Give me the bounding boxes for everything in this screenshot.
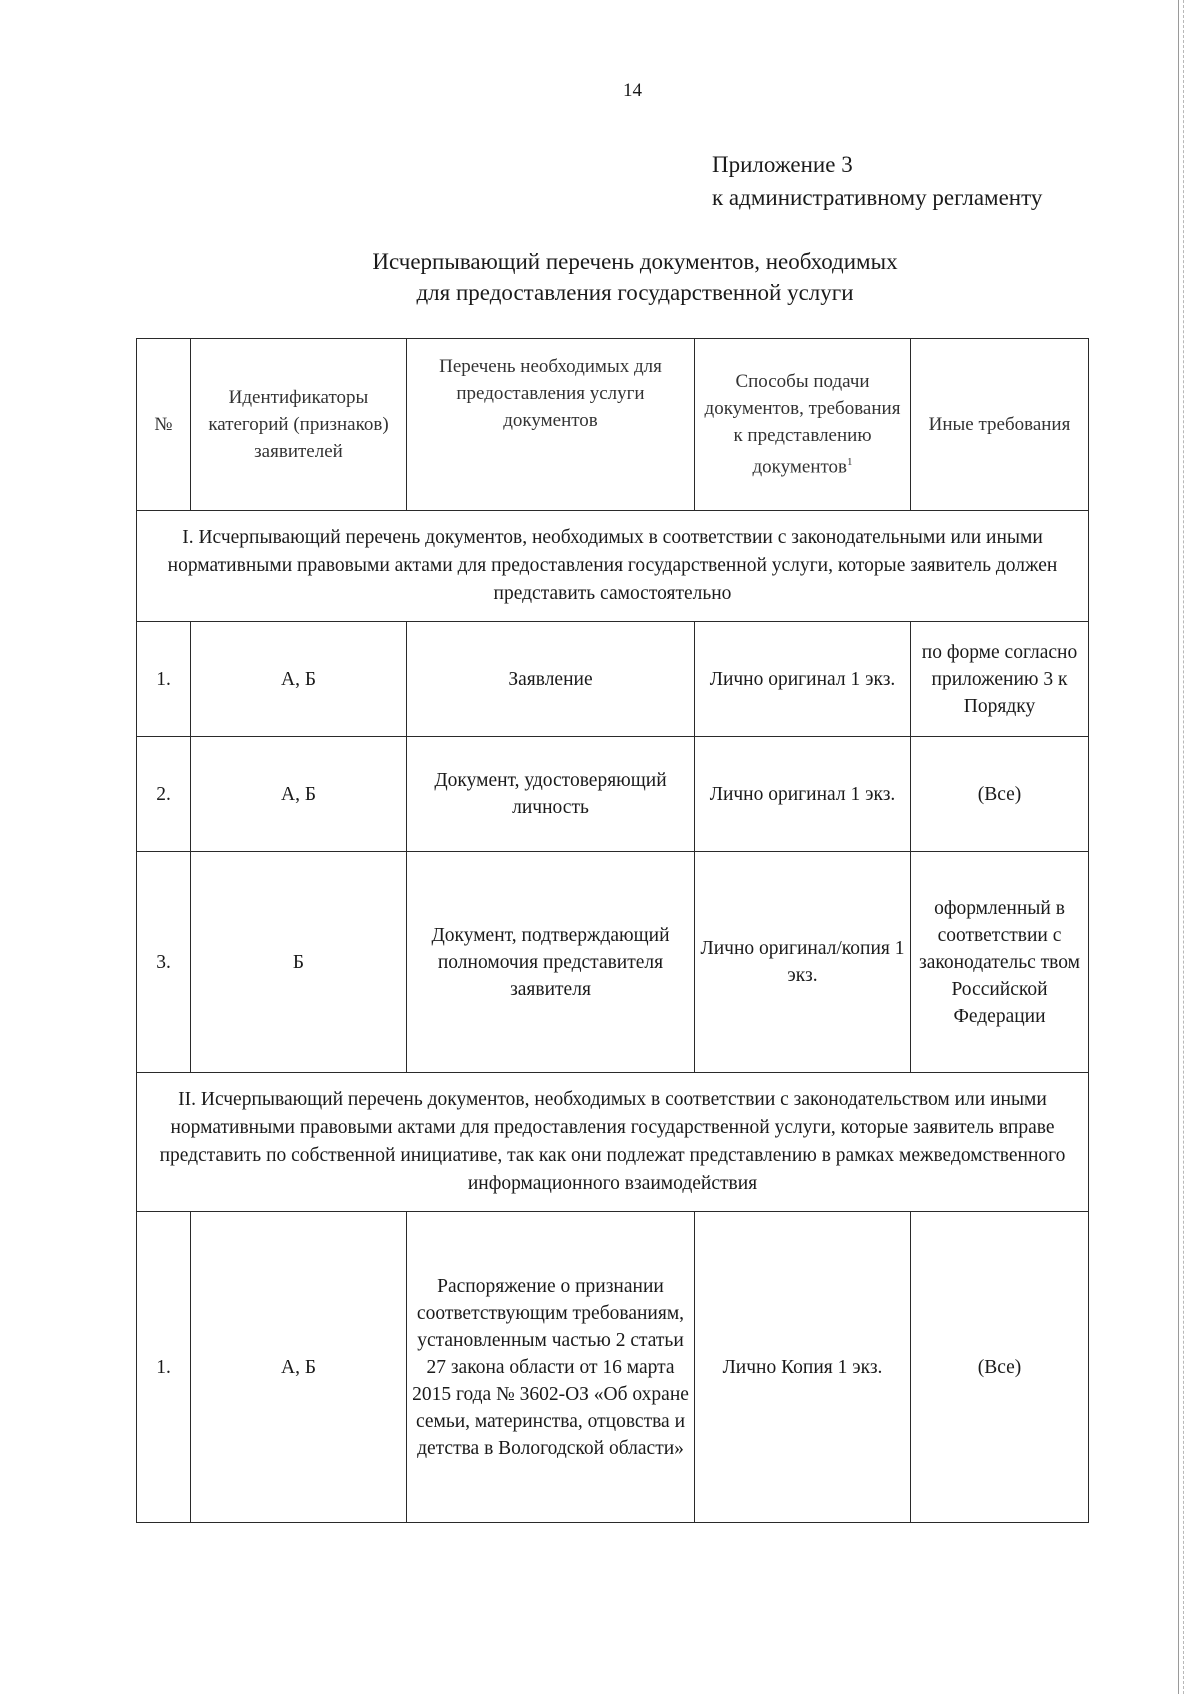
row-document: Заявление [407, 622, 695, 737]
row-document: Документ, удостоверяющий личность [407, 737, 695, 852]
table-row [137, 737, 1089, 852]
header-categories: Идентификаторы категорий (признаков) заявителей [191, 339, 407, 511]
row-number: 2. [137, 737, 191, 852]
appendix-label [712, 148, 1042, 214]
row-categories: А, Б [191, 737, 407, 852]
table-row [137, 622, 1089, 737]
row-number: 1. [137, 1212, 191, 1523]
header-number: № [137, 339, 191, 511]
section-1-heading: I. Исчерпывающий перечень документов, необходимых в соответствии с законодательными или иными нормативными правовыми актами для предоставления государственной услуги, которые заявитель должен представить самостоятельно [137, 511, 1089, 622]
section-2-heading: II. Исчерпывающий перечень документов, необходимых в соответствии с законодательством или иными нормативными правовыми актами для предоставления государственной услуги, которые заявитель вправе представить по собственной инициативе, так как они подлежат представлению в рамках межведомственного информационного взаимодействия [137, 1073, 1089, 1212]
title-line-1: Исчерпывающий перечень документов, необходимых [372, 249, 898, 274]
table-row [137, 852, 1089, 1073]
header-methods [695, 339, 911, 511]
row-document: Распоряжение о признании соответствующим требованиям, установленным частью 2 статьи 27 закона области от 16 марта 2015 года № 3602-ОЗ «Об охране семьи, материнства, отцовства и детства в Вологодской области» [407, 1212, 695, 1523]
appendix-line-2: к административному регламенту [712, 185, 1043, 210]
row-other-requirements: оформленный в соответствии с законодательс твом Российской Федерации [911, 852, 1089, 1073]
table-row [137, 1212, 1089, 1523]
row-other-requirements: (Все) [911, 737, 1089, 852]
scan-edge-line [1183, 0, 1184, 1694]
row-number: 1. [137, 622, 191, 737]
section-row [137, 511, 1089, 622]
header-other: Иные требования [911, 339, 1089, 511]
header-documents: Перечень необходимых для предоставления услуги документов [407, 339, 695, 511]
document-title [200, 246, 1070, 308]
row-number: 3. [137, 852, 191, 1073]
footnote-marker: 1 [847, 456, 853, 469]
row-method: Лично Копия 1 экз. [695, 1212, 911, 1523]
appendix-line-1: Приложение 3 [712, 152, 853, 177]
row-method: Лично оригинал 1 экз. [695, 737, 911, 852]
row-document: Документ, подтверждающий полномочия представителя заявителя [407, 852, 695, 1073]
table-header-row [137, 339, 1089, 511]
row-method: Лично оригинал/копия 1 экз. [695, 852, 911, 1073]
page-number: 14 [623, 80, 642, 101]
row-other-requirements: (Все) [911, 1212, 1089, 1523]
row-categories: А, Б [191, 622, 407, 737]
header-methods-text: Способы подачи документов, требования к представлению документов [704, 371, 901, 478]
scan-edge-line [1178, 0, 1179, 1694]
documents-table [136, 338, 1089, 1523]
row-method: Лично оригинал 1 экз. [695, 622, 911, 737]
row-other-requirements: по форме согласно приложению 3 к Порядку [911, 622, 1089, 737]
section-row [137, 1073, 1089, 1212]
row-categories: Б [191, 852, 407, 1073]
title-line-2: для предоставления государственной услуги [416, 280, 854, 305]
row-categories: А, Б [191, 1212, 407, 1523]
